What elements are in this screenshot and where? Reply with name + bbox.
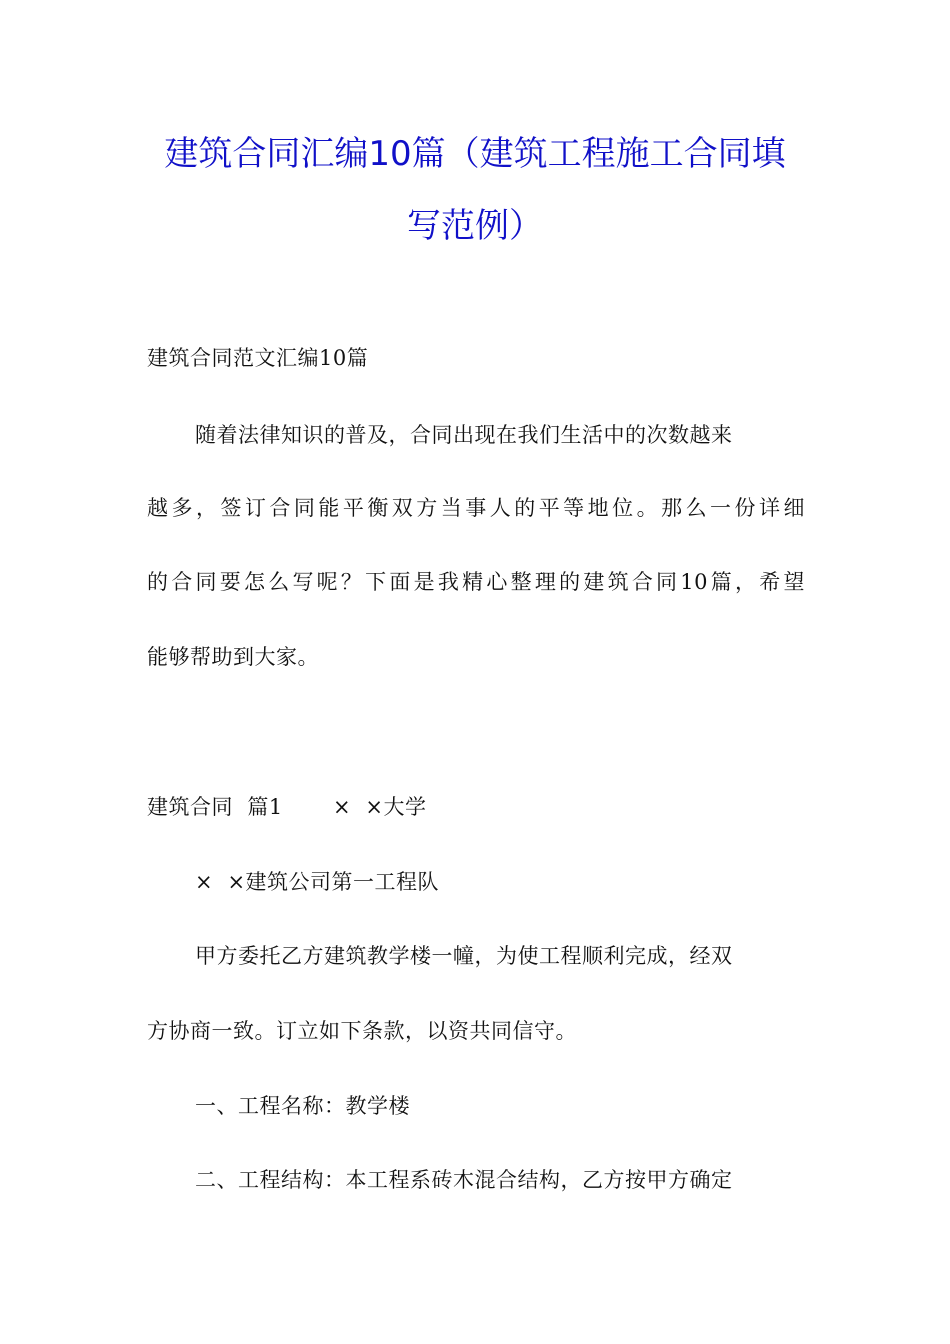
- clause-2: 二、工程结构：本工程系砖木混合结构，乙方按甲方确定: [195, 1168, 733, 1192]
- contract-heading: 建筑合同 篇1 × ×大学: [147, 795, 427, 819]
- title-line-1: 建筑合同汇编10篇（建筑工程施工合同填: [164, 134, 786, 174]
- intro-line-3: 的合同要怎么写呢？下面是我精心整理的建筑合同10篇，希望: [147, 570, 805, 594]
- intro-line-2: 越多，签订合同能平衡双方当事人的平等地位。那么一份详细: [147, 496, 805, 520]
- clause-1: 一、工程名称：教学楼: [195, 1094, 410, 1118]
- para1-line-2: 方协商一致。订立如下条款，以资共同信守。: [147, 1019, 577, 1043]
- party-b-line: × ×建筑公司第一工程队: [195, 870, 440, 894]
- intro-line-4: 能够帮助到大家。: [147, 645, 319, 669]
- subtitle: 建筑合同范文汇编10篇: [147, 346, 369, 370]
- intro-line-1: 随着法律知识的普及，合同出现在我们生活中的次数越来: [195, 423, 733, 447]
- title-line-2: 写范例）: [407, 206, 543, 246]
- para1-line-1: 甲方委托乙方建筑教学楼一幢，为使工程顺利完成，经双: [195, 944, 733, 968]
- document-title: [0, 118, 950, 262]
